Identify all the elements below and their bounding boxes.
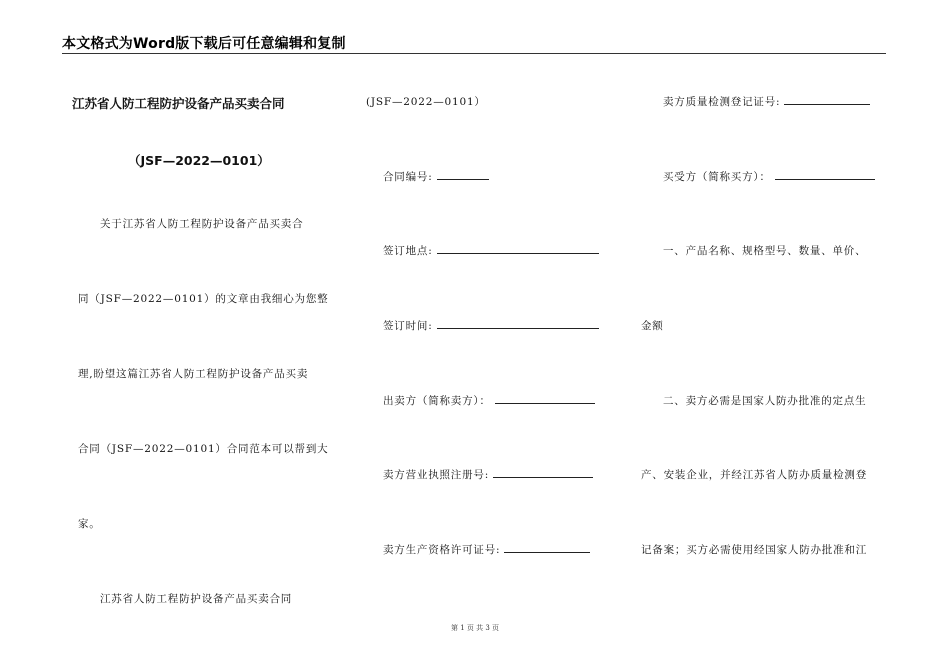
field-label: 卖方生产资格许可证号: (383, 544, 501, 556)
field-buyer (663, 169, 875, 184)
blank-line (437, 318, 599, 329)
blank-line (493, 467, 593, 478)
clause-line: 二、卖方必需是国家人防办批准的定点生 (663, 395, 867, 407)
blank-line (784, 94, 870, 105)
clause-line: 一、产品名称、规格型号、数量、单价、 (663, 245, 867, 257)
intro-line: 合同（JSF—2022—0101）合同范本可以帮到大 (78, 443, 329, 455)
field-label: 签订地点: (383, 245, 433, 257)
field-signing-time (383, 318, 599, 333)
field-label: 卖方营业执照注册号: (383, 469, 490, 481)
field-contract-number (383, 169, 489, 184)
clause-line: 记备案；买方必需使用经国家人防办批准和江 (641, 544, 867, 556)
field-label: 买受方（简称买方）： (663, 171, 771, 183)
contract-title: 江苏省人防工程防护设备产品买卖合同 (72, 96, 285, 111)
field-label: 出卖方（简称卖方）： (383, 395, 491, 407)
contract-code: （JSF—2022—0101） (128, 153, 270, 168)
intro-line: 关于江苏省人防工程防护设备产品买卖合 (100, 218, 304, 230)
blank-line (495, 393, 595, 404)
clause-line: 金额 (641, 320, 664, 332)
blank-line (504, 542, 590, 553)
contract-subtitle: 江苏省人防工程防护设备产品买卖合同 (100, 593, 293, 605)
blank-line (437, 169, 489, 180)
field-seller-quality-cert (663, 94, 870, 109)
field-label: 签订时间: (383, 320, 433, 332)
intro-line: 理,盼望这篇江苏省人防工程防护设备产品买卖 (78, 368, 309, 380)
intro-line: 同（JSF—2022—0101）的文章由我细心为您整 (78, 293, 329, 305)
field-seller-permit (383, 542, 590, 557)
field-seller (383, 393, 595, 408)
field-signing-place (383, 243, 599, 258)
middle-code: (JSF—2022—0101） (366, 96, 486, 108)
field-label: 合同编号: (383, 171, 433, 183)
document-banner: 本文格式为Word版下载后可任意编辑和复制 (62, 36, 346, 52)
clause-line: 产、安装企业，并经江苏省人防办质量检测登 (641, 469, 867, 481)
intro-line: 家。 (78, 518, 101, 530)
header-rule (62, 53, 886, 54)
blank-line (775, 169, 875, 180)
field-seller-license (383, 467, 593, 482)
field-label: 卖方质量检测登记证号: (663, 96, 781, 108)
page-number: 第 1 页 共 3 页 (450, 624, 500, 632)
blank-line (437, 243, 599, 254)
